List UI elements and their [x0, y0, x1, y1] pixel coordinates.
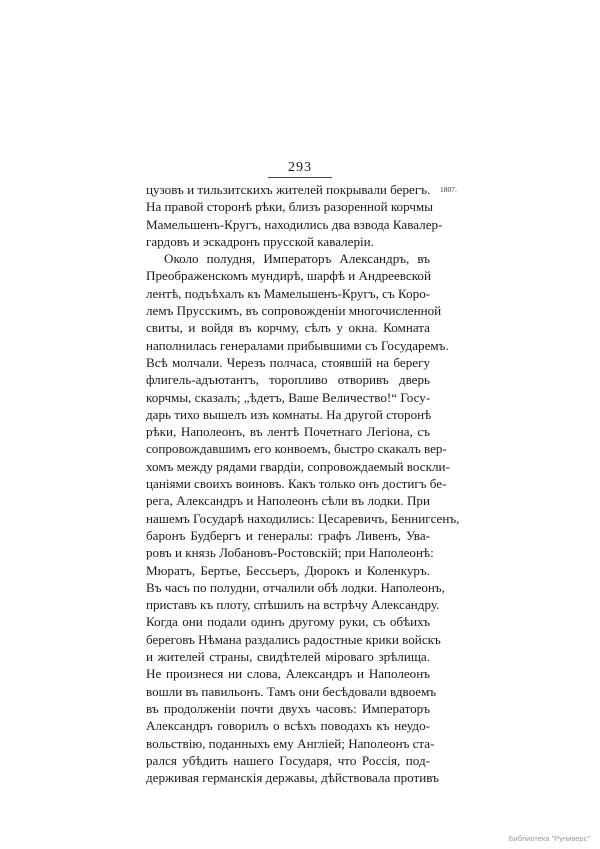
text-line: рега, Александръ и Наполеонъ сѣли въ лодки. При	[146, 493, 430, 509]
text-line: вошли въ павильонъ. Тамъ они бесѣдовали вдвоемъ	[146, 683, 437, 699]
text-line: приставъ къ плоту, спѣшилъ на встрѣчу Александру.	[146, 597, 440, 613]
text-line: На правой сторонѣ рѣки, близъ разоренной корчмы	[146, 199, 433, 215]
text-line: держивая германскія державы, дѣйствовала противъ	[146, 770, 439, 786]
text-line: Преображенскомъ мундирѣ, шарфѣ и Андреевской	[146, 268, 431, 284]
text-line: лемъ Прусскимъ, въ сопровожденіи многочисленной	[146, 303, 442, 319]
text-line: Александръ говорилъ о всѣхъ поводахъ къ неудо-	[146, 718, 430, 734]
margin-year-note: 1807.	[440, 185, 457, 194]
text-line: Мюратъ, Бертье, Бессьеръ, Дюрокъ и Коленкуръ.	[146, 562, 430, 578]
text-line: хомъ между рядами гвардіи, сопровождаемый воскли-	[146, 458, 450, 474]
text-line: Когда они подали одинъ другому руки, съ обѣихъ	[146, 614, 430, 630]
text-line: гардовъ и эскадронъ прусской кавалеріи.	[146, 233, 374, 249]
page-number: 293	[288, 160, 312, 175]
text-line: Въ часъ по полудни, отчалили обѣ лодки. Наполеонъ,	[146, 579, 445, 595]
text-line: береговъ Нѣмана раздались радостные крики войскъ	[146, 631, 441, 647]
text-line: нашемъ Государѣ находились: Цесаревичъ, Беннигсенъ,	[146, 510, 460, 526]
text-line: Всѣ молчали. Черезъ полчаса, стоявшій на берегу	[146, 354, 430, 370]
text-line: рался убѣдить нашего Государя, что Россія, под-	[146, 752, 430, 768]
library-watermark: Библиотека "Руниверс"	[508, 834, 590, 843]
text-line: лентѣ, подъѣхалъ къ Мамельшенъ-Кругъ, съ Коро-	[146, 285, 431, 301]
text-line: цузовъ и тильзитскихъ жителей покрывали берегъ.	[146, 182, 431, 197]
text-line: флигель-адъютантъ, торопливо отворивъ дверь	[146, 372, 430, 388]
text-line: дарь тихо вышелъ изъ комнаты. На другой сторонѣ	[146, 406, 432, 422]
text-line: Мамельшенъ-Кругъ, находились два взвода Кавалер-	[146, 216, 443, 232]
text-line: ровъ и князь Лобановъ-Ростовскій; при Наполеонѣ:	[146, 545, 434, 561]
text-line: цаніями своихъ воиновъ. Какъ только онъ достигъ бе-	[146, 476, 447, 492]
text-line: и жителей страны, свидѣтелей міроваго зрѣлища.	[146, 649, 430, 665]
text-line: баронъ Будбергъ и генералы: графъ Ливенъ, Ува-	[146, 527, 430, 543]
text-line: Около полудня, Императоръ Александръ, въ	[164, 251, 430, 267]
text-line: корчмы, сказалъ; „ѣдетъ, Ваше Величество!“ Госу-	[146, 389, 431, 405]
text-line: сопровождавшимъ его конвоемъ, быстро скакалъ вер-	[146, 441, 447, 457]
text-line: въ продолженіи почти двухъ часовъ: Императоръ	[146, 700, 430, 716]
text-line: Не произнеся ни слова, Александръ и Наполеонъ	[146, 666, 430, 682]
text-line: свиты, и войдя въ корчму, сѣлъ у окна. Комната	[146, 320, 430, 336]
text-line: наполнилась генералами прибывшими съ Государемъ.	[146, 337, 449, 353]
page-number-rule	[268, 177, 332, 178]
text-line: рѣки, Наполеонъ, въ лентѣ Почетнаго Легіона, съ	[146, 424, 430, 440]
text-line: вольствію, поданныхъ ему Англіей; Наполеонъ ста-	[146, 735, 435, 751]
